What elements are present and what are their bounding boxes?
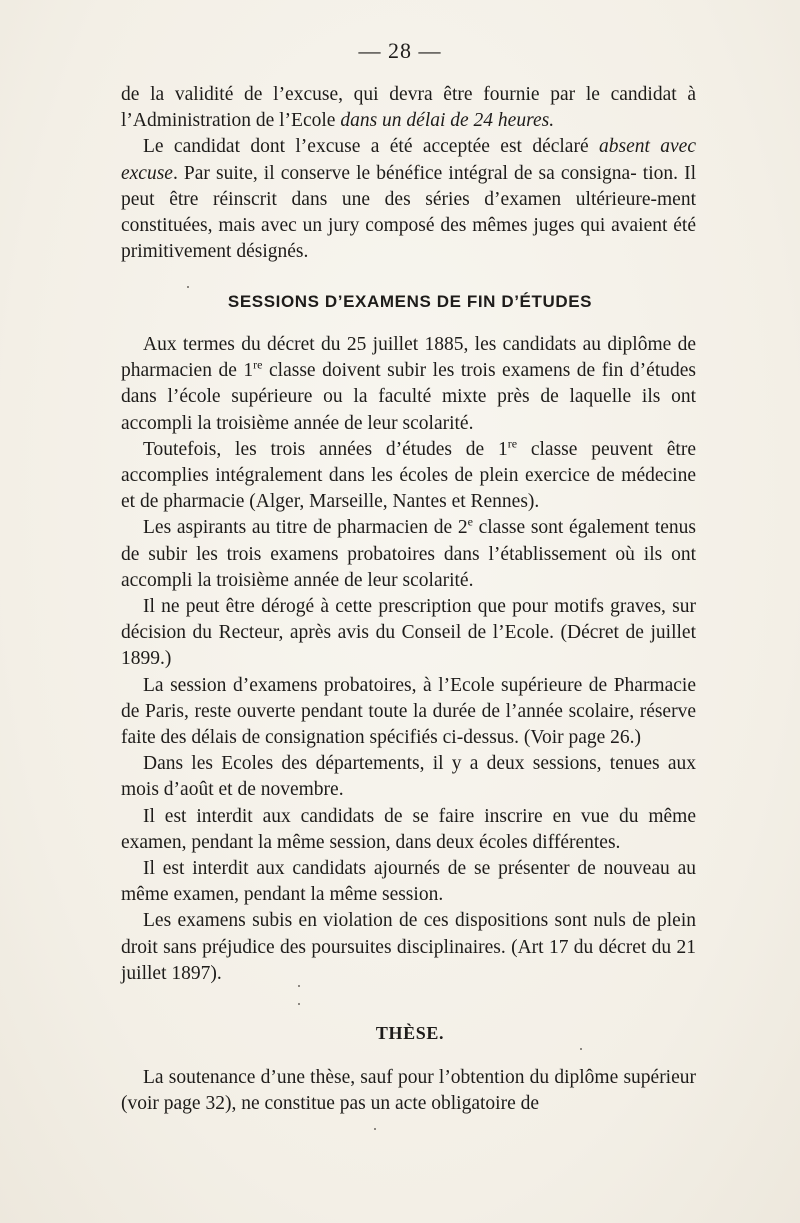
ink-speck <box>374 1128 376 1130</box>
excuse-text-block <box>121 82 696 265</box>
text-line: de la validité de l’excuse, qui devra être fournie par le candidat à <box>121 84 696 105</box>
text-run: Les aspirants au titre de pharmacien de 2 <box>143 517 468 539</box>
superscript: re <box>507 436 518 451</box>
paragraph-excuse-validity <box>121 82 696 134</box>
superscript: re <box>253 357 263 372</box>
paragraph-absent-excuse <box>121 134 696 265</box>
paragraph-toutefois <box>121 437 696 516</box>
ink-speck <box>580 1048 582 1050</box>
text-run: classe doivent subir les trois examens de fin d’études dans l’école supérieure ou la faculté mixte près de laquelle ils ont accompli la troisième année de leur scolarité. <box>121 360 696 434</box>
italic-absent-avec: absent avec <box>598 136 696 158</box>
paragraph-violation: Les examens subis en violation de ces dispositions sont nuls de plein droit sans préjudice des poursuites disciplinaires. (Art 17 du décret du 21 juillet 1897). <box>121 910 696 984</box>
paragraph-ecoles-departements: Dans les Ecoles des départements, il y a deux sessions, tenues aux mois d’août et de novembre. <box>121 753 696 801</box>
paragraph-session-paris: La session d’examens probatoires, à l’Ecole supérieure de Pharmacie de Paris, reste ouverte pendant toute la durée de l’année scolaire, réserve faite des délais de consignation spécifiés ci-dessus. (Voir page 26.) <box>121 674 696 749</box>
paragraph-soutenance: La soutenance d’une thèse, sauf pour l’obtention du diplôme supérieur (voir page 32), ne constitue pas un acte obligatoire de <box>121 1067 696 1115</box>
page-number: — 28 — <box>358 38 442 63</box>
text-line: l’Administration de l’Ecole <box>121 110 341 132</box>
italic-excuse: excuse <box>121 162 173 184</box>
text-line: Le candidat dont l’excuse a été acceptée est déclaré <box>143 136 599 158</box>
text-run: Toutefois, les trois années d’études de 1 <box>143 438 508 460</box>
paragraph-derogation: Il ne peut être dérogé à cette prescription que pour motifs graves, sur décision du Recteur, après avis du Conseil de l’Ecole. (Décret de juillet 1899.) <box>121 596 696 670</box>
superscript: e <box>467 514 473 529</box>
text-run: classe sont également tenus de subir les trois examens probatoires dans l’établissement où ils ont accompli la troisième année de leur scolarité. <box>121 517 696 591</box>
text-line: . Par suite, il conserve le bénéfice intégral de sa consigna- <box>172 162 637 184</box>
these-text-block <box>121 1065 696 1117</box>
paragraph-interdit-ajournes: Il est interdit aux candidats ajournés de se présenter de nouveau au même examen, pendant la même session. <box>121 858 696 906</box>
paragraph-decret-1885 <box>121 332 696 437</box>
section-heading-sessions: SESSIONS D’EXAMENS DE FIN D’ÉTUDES <box>227 292 593 311</box>
ink-speck <box>298 985 300 987</box>
text-line: tion. Il peut être réinscrit dans une des séries d’examen ultérieure-ment constituées, mais avec un jury composé des mêmes juges qui avaient été primitivement désignés. <box>121 162 697 263</box>
section-heading-these: THÈSE. <box>375 1023 445 1043</box>
text-run: classe peuvent être accomplies intégralement dans les écoles de plein exercice de médecine et de pharmacie (Alger, Marseille, Nantes et Rennes). <box>121 438 696 513</box>
sessions-text-block <box>121 332 696 987</box>
text-run: Aux termes du décret du 25 juillet 1885, les candidats au diplôme de pharmacien de 1 <box>121 334 696 382</box>
italic-deadline: dans un délai de 24 heures. <box>340 110 555 132</box>
paragraph-interdit-inscription: Il est interdit aux candidats de se faire inscrire en vue du même examen, pendant la même session, dans deux écoles différentes. <box>121 805 696 853</box>
paragraph-aspirants <box>121 515 696 594</box>
ink-speck <box>298 1003 300 1005</box>
ink-speck <box>187 286 189 288</box>
